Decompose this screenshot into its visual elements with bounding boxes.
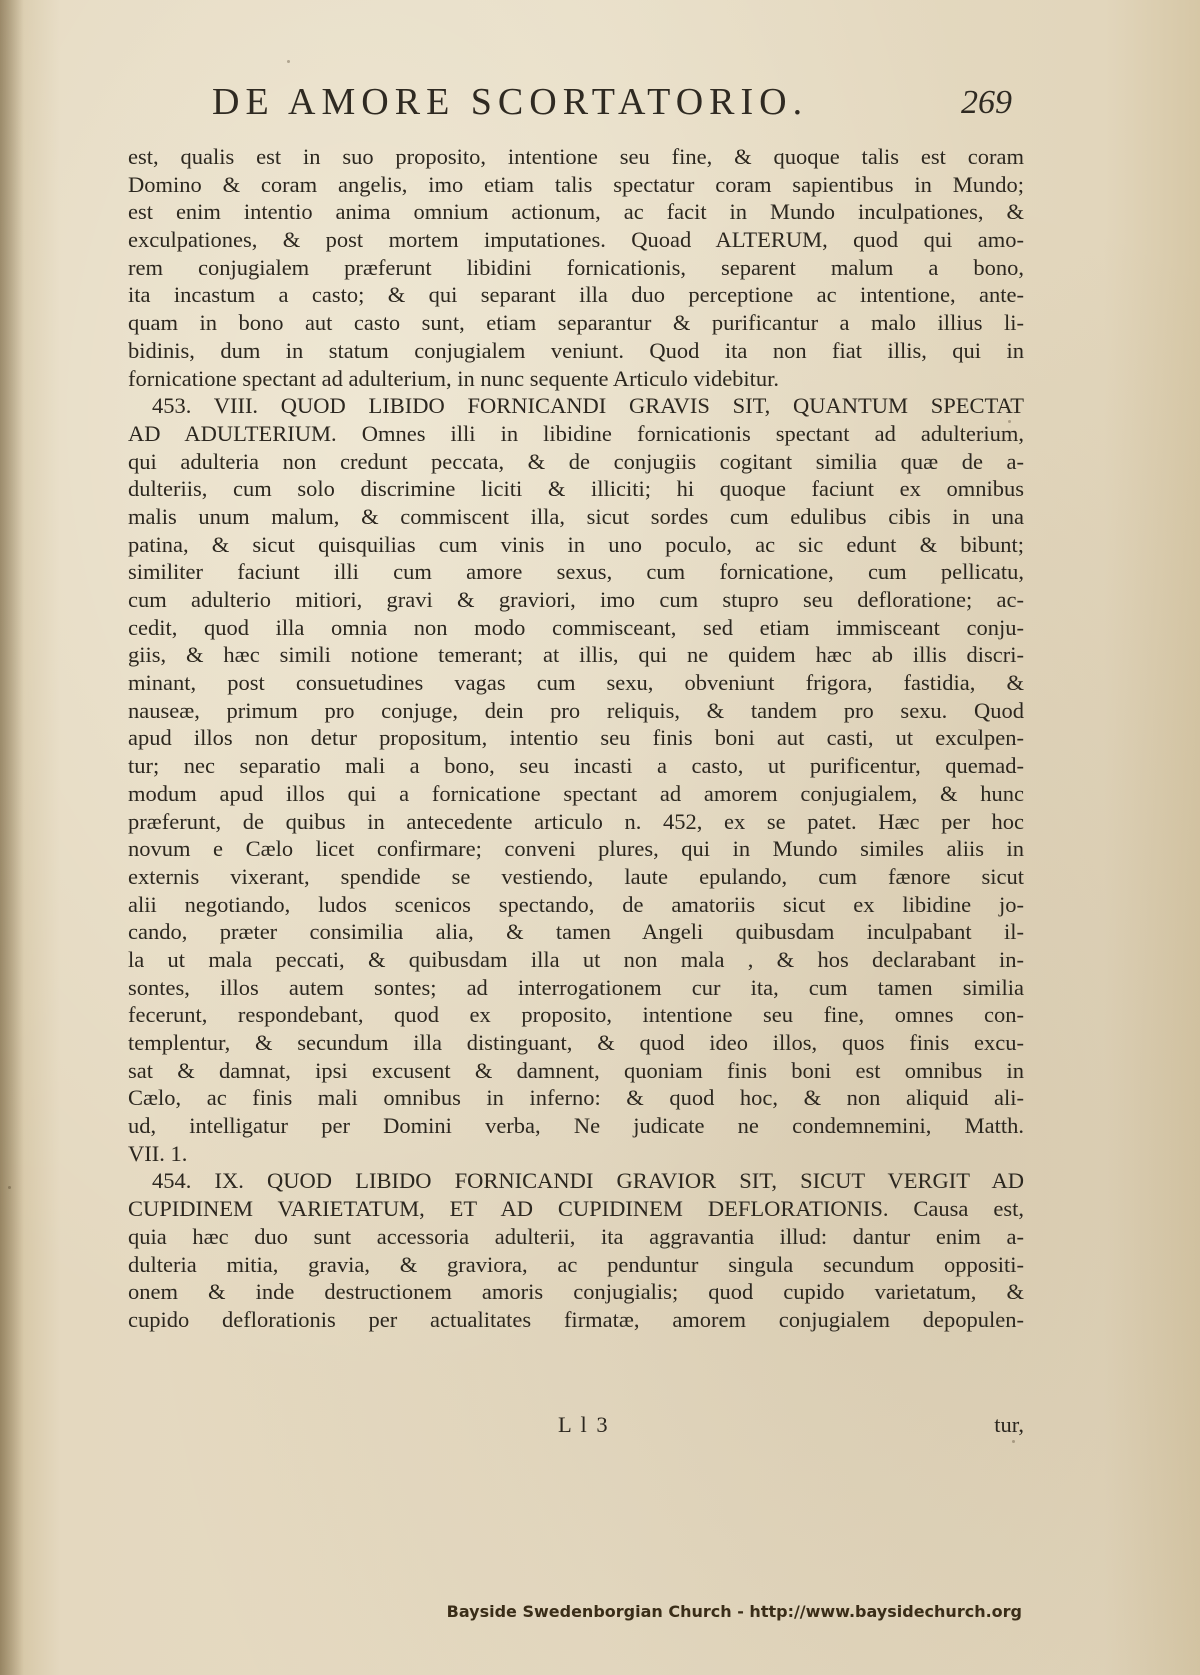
text-line: est, qualis est in suo proposito, intentione seu fine, & quoque talis est coram bbox=[128, 144, 1024, 169]
text-line: novum e Cælo licet confirmare; conveni plures, qui in Mundo similes aliis in bbox=[128, 836, 1024, 862]
signature-mark: L l 3 bbox=[558, 1412, 610, 1437]
text-line: la ut mala peccati, & quibusdam illa ut non mala , & hos declarabant in- bbox=[128, 946, 1024, 972]
section-heading-453: 453. VIII. QUOD LIBIDO FORNICANDI GRAVIS SIT, QUANTUM SPECTAT bbox=[152, 393, 1024, 419]
catchword: tur, bbox=[994, 1412, 1024, 1437]
text-line: sat & damnat, ipsi excusent & damnent, quoniam finis boni est omnibus in bbox=[128, 1057, 1024, 1083]
text-line: tur; nec separatio mali a bono, seu incasti a casto, ut purificentur, quemad- bbox=[128, 753, 1024, 779]
text-line: quia hæc duo sunt accessoria adulterii, ita aggravantia illud: dantur enim a- bbox=[128, 1223, 1024, 1249]
text-line: qui adulteria non credunt peccata, & de conjugiis cogitant similia quæ de a- bbox=[128, 448, 1024, 474]
text-line: cando, præter consimilia alia, & tamen Angeli quibusdam inculpabant il- bbox=[128, 919, 1024, 945]
text-line: ita incastum a casto; & qui separant illa duo perceptione ac intentione, ante- bbox=[128, 282, 1024, 308]
page-number: 269 bbox=[961, 84, 1012, 121]
watermark-credit: Bayside Swedenborgian Church - http://www.baysidechurch.org bbox=[446, 1602, 1022, 1621]
running-title: DE AMORE SCORTATORIO. bbox=[212, 81, 809, 123]
text-line: CUPIDINEM VARIETATUM, ET AD CUPIDINEM DEFLORATIONIS. Causa est, bbox=[128, 1196, 1024, 1222]
text-line: fecerunt, respondebant, quod ex proposito, intentione seu fine, omnes con- bbox=[128, 1002, 1024, 1028]
text-line: modum apud illos qui a fornicatione spectant ad amorem conjugialem, & hunc bbox=[128, 780, 1024, 806]
text-line: exculpationes, & post mortem imputationes. Quoad ALTERUM, quod qui amo- bbox=[128, 227, 1024, 253]
text-line: Domino & coram angelis, imo etiam talis spectatur coram sapientibus in Mundo; bbox=[128, 171, 1024, 197]
text-line: nauseæ, primum pro conjuge, dein pro reliquis, & tandem pro sexu. Quod bbox=[128, 697, 1024, 723]
text-line: dulteria mitia, gravia, & graviora, ac penduntur singula secundum oppositi- bbox=[128, 1251, 1024, 1277]
text-line: AD ADULTERIUM. Omnes illi in libidine fornicationis spectant ad adulterium, bbox=[128, 420, 1024, 446]
text-line: Cælo, ac finis mali omnibus in inferno: & quod hoc, & non aliquid ali- bbox=[128, 1085, 1024, 1111]
paper-speck bbox=[287, 60, 290, 63]
text-line: rem conjugialem præferunt libidini fornicationis, separent malum a bono, bbox=[128, 254, 1024, 280]
running-head bbox=[212, 80, 1012, 130]
text-line: cedit, quod illa omnia non modo commisceant, sed etiam immisceant conju- bbox=[128, 614, 1024, 640]
spine-shadow bbox=[0, 0, 24, 1675]
text-line: alii negotiando, ludos scenicos spectando, de amatoriis sicut ex libidine jo- bbox=[128, 891, 1024, 917]
text-line: templentur, & secundum illa distinguant, & quod ideo illos, quos finis excu- bbox=[128, 1030, 1024, 1055]
body-text bbox=[128, 143, 1024, 1334]
paper-speck bbox=[8, 1186, 11, 1189]
text-line: sontes, illos autem sontes; ad interrogationem cur ita, cum tamen similia bbox=[128, 974, 1024, 1000]
text-line: bidinis, dum in statum conjugialem veniunt. Quod ita non fiat illis, qui in bbox=[128, 337, 1024, 363]
text-line: est enim intentio anima omnium actionum, ac facit in Mundo inculpationes, & bbox=[128, 199, 1024, 225]
text-line: cupido deflorationis per actualitates firmatæ, amorem conjugialem depopulen- bbox=[128, 1306, 1024, 1332]
text-line: patina, & sicut quisquilias cum vinis in uno poculo, ac sic edunt & bibunt; bbox=[128, 531, 1024, 557]
text-line: VII. 1. bbox=[128, 1140, 188, 1166]
text-line: apud illos non detur propositum, intentio seu finis boni aut casti, ut exculpen- bbox=[128, 725, 1024, 751]
text-line: malis unum malum, & commiscent illa, sicut sordes cum edulibus cibis in una bbox=[128, 503, 1024, 529]
text-line: cum adulterio mitiori, gravi & graviori, imo cum stupro seu defloratione; ac- bbox=[128, 587, 1024, 612]
text-line: minant, post consuetudines vagas cum sexu, obveniunt frigora, fastidia, & bbox=[128, 670, 1024, 696]
text-line: quam in bono aut casto sunt, etiam separantur & purificantur a malo illius li- bbox=[128, 310, 1024, 336]
text-line: dulteriis, cum solo discrimine liciti & illiciti; hi quoque faciunt ex omnibus bbox=[128, 476, 1024, 502]
text-line: externis vixerant, spendide se vestiendo, laute epulando, cum fænore sicut bbox=[128, 863, 1024, 889]
text-line: onem & inde destructionem amoris conjugialis; quod cupido varietatum, & bbox=[128, 1279, 1024, 1305]
text-line: ud, intelligatur per Domini verba, Ne judicate ne condemnemini, Matth. bbox=[128, 1113, 1024, 1139]
paper-speck bbox=[1008, 420, 1011, 423]
text-line: similiter faciunt illi cum amore sexus, cum fornicatione, cum pellicatu, bbox=[128, 559, 1024, 585]
page-footer bbox=[128, 1412, 1024, 1442]
text-line: præferunt, de quibus in antecedente articulo n. 452, ex se patet. Hæc per hoc bbox=[128, 808, 1024, 834]
paper-speck bbox=[1012, 1440, 1015, 1443]
text-line: giis, & hæc simili notione temerant; at illis, qui ne quidem hæc ab illis discri- bbox=[128, 642, 1024, 668]
text-line: fornicatione spectant ad adulterium, in nunc sequente Articulo videbitur. bbox=[128, 365, 780, 391]
section-heading-454: 454. IX. QUOD LIBIDO FORNICANDI GRAVIOR SIT, SICUT VERGIT AD bbox=[152, 1168, 1024, 1194]
